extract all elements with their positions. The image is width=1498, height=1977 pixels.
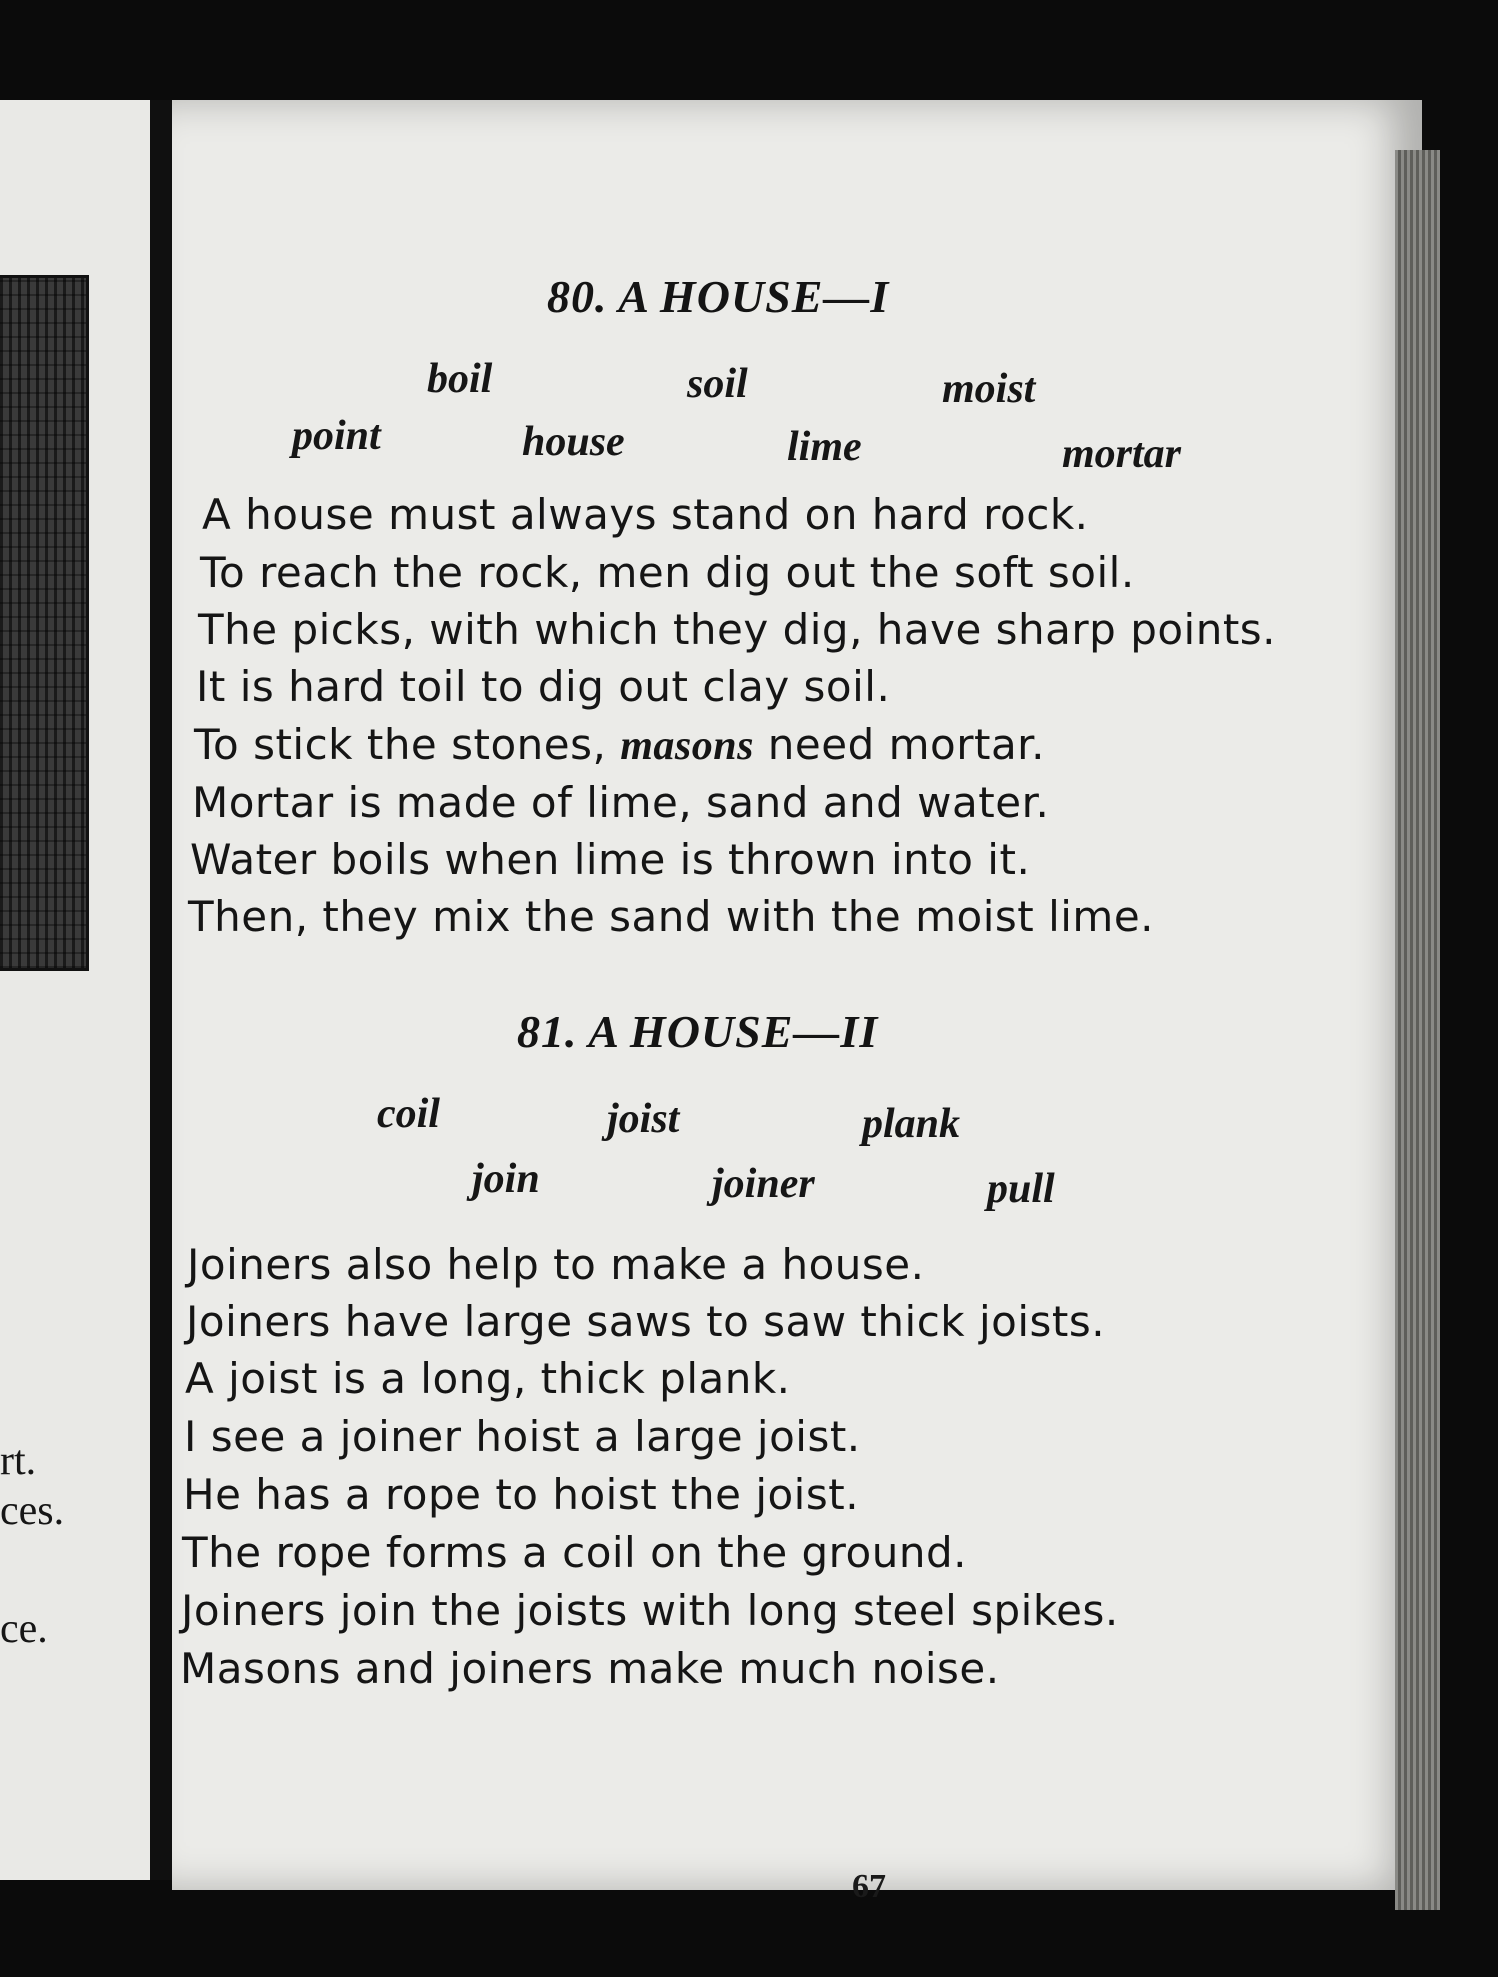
text-line: Joiners join the joists with long steel spikes.: [181, 1586, 1119, 1635]
text-line: Water boils when lime is thrown into it.: [190, 835, 1031, 884]
vocab-word: mortar: [1062, 431, 1182, 477]
lesson-81-heading: 81. A HOUSE—II: [517, 1006, 879, 1057]
text-line: The picks, with which they dig, have sharp points.: [198, 605, 1277, 654]
vocab-word: moist: [942, 366, 1036, 412]
vocab-word: pull: [987, 1166, 1055, 1212]
lesson-80-heading: 80. A HOUSE—I: [547, 271, 890, 322]
left-facing-page: [0, 100, 150, 1880]
woodcut-illustration: [0, 275, 89, 971]
vocab-word: point: [292, 413, 381, 459]
text-line: I see a joiner hoist a large joist.: [184, 1412, 861, 1461]
left-page-fragment: ce.: [0, 1606, 48, 1652]
vocab-word: joiner: [712, 1161, 815, 1207]
vocab-word: soil: [687, 361, 748, 407]
text-line: Mortar is made of lime, sand and water.: [192, 778, 1050, 827]
text-line: It is hard toil to dig out clay soil.: [196, 662, 891, 711]
vocab-word: boil: [427, 356, 493, 402]
left-page-fragment: rt.: [0, 1438, 37, 1484]
right-page: [172, 100, 1422, 1905]
vocab-word: house: [522, 419, 625, 465]
vocab-word: lime: [787, 424, 862, 470]
text-line-part: To stick the stones,: [194, 720, 621, 769]
text-line: A joist is a long, thick plank.: [185, 1354, 791, 1403]
text-line-part: need mortar.: [753, 720, 1045, 769]
text-line: The rope forms a coil on the ground.: [182, 1528, 967, 1577]
text-line: He has a rope to hoist the joist.: [183, 1470, 860, 1519]
text-line: A house must always stand on hard rock.: [202, 490, 1089, 539]
vocab-word: join: [472, 1156, 540, 1202]
book-gutter: [150, 100, 172, 1880]
text-line: Then, they mix the sand with the moist lime.: [188, 892, 1155, 941]
italic-word-masons: masons: [620, 723, 754, 769]
text-line: To reach the rock, men dig out the soft soil.: [200, 548, 1135, 597]
vocab-word: plank: [862, 1101, 961, 1147]
left-page-fragment: ces.: [0, 1488, 65, 1534]
text-line: Masons and joiners make much noise.: [180, 1644, 1000, 1693]
vocab-word: coil: [377, 1091, 440, 1137]
vocab-word: joist: [607, 1096, 680, 1142]
text-line: Joiners have large saws to saw thick joists.: [186, 1297, 1106, 1346]
page-edge-stack: [1395, 150, 1440, 1910]
text-line: [194, 720, 1045, 770]
page-number: 67: [852, 1868, 886, 1905]
text-line: Joiners also help to make a house.: [187, 1240, 925, 1289]
